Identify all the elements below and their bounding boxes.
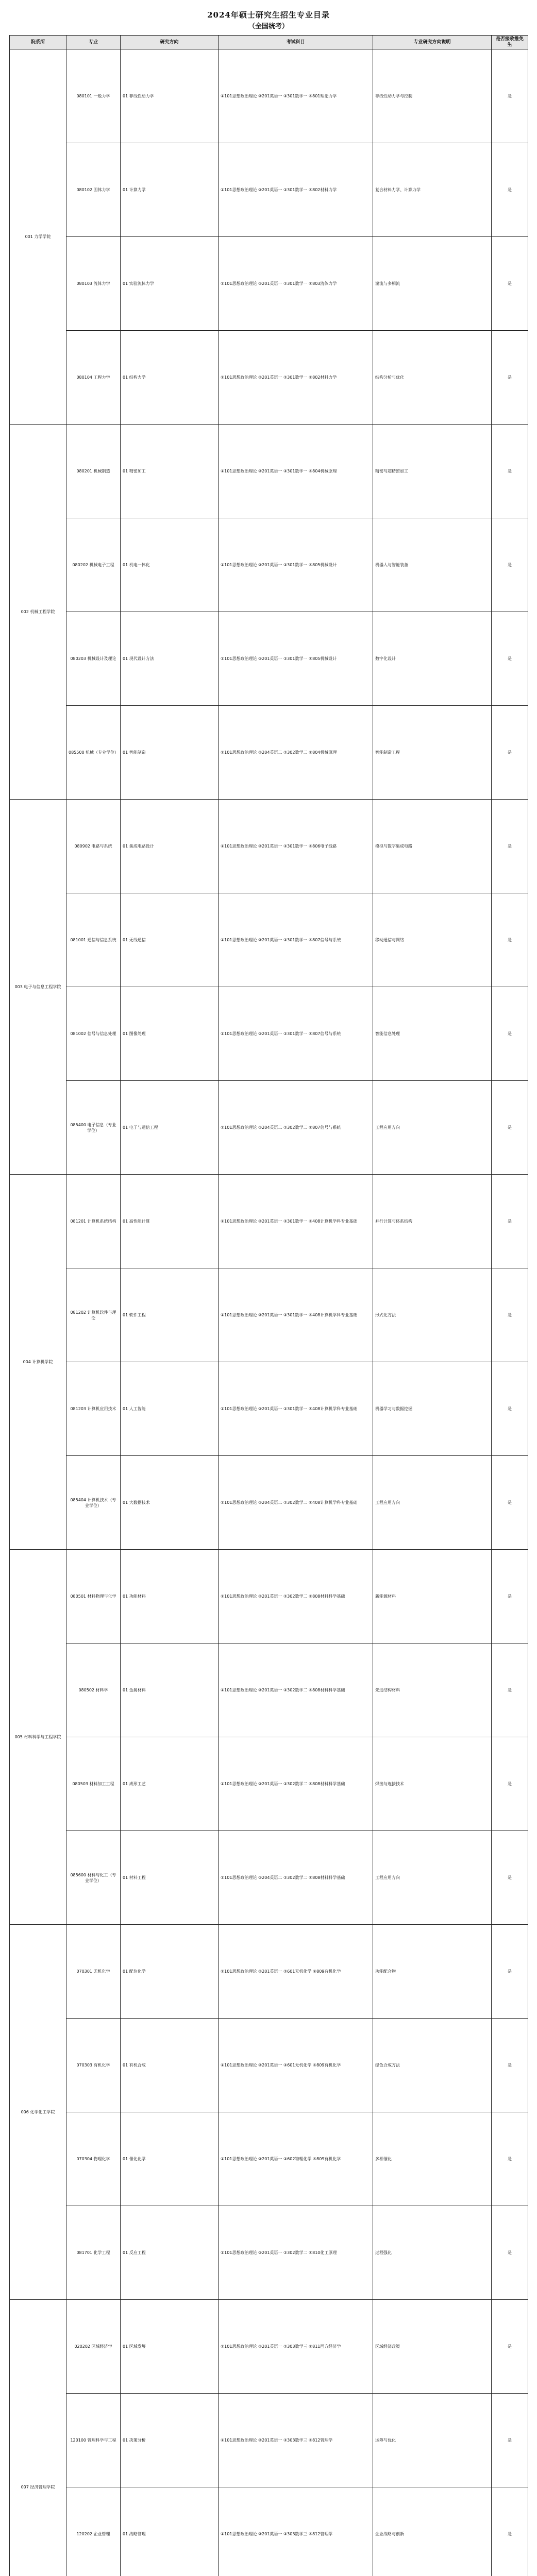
direction-cell: 01 有机合成 xyxy=(121,2019,219,2112)
exam-cell: ①101思想政治理论 ②204英语二 ③302数学二 ④804机械原理 xyxy=(219,706,373,800)
recommend-cell: 是 xyxy=(492,706,528,800)
major-cell: 080503 材料加工工程 xyxy=(66,1737,121,1831)
table-row xyxy=(10,331,528,425)
direction-cell: 01 金属材料 xyxy=(121,1643,219,1737)
recommend-cell: 是 xyxy=(492,49,528,143)
exam-cell: ①101思想政治理论 ②201英语一 ③301数学一 ④807信号与系统 xyxy=(219,987,373,1081)
exam-cell: ①101思想政治理论 ②201英语一 ③301数学一 ④804机械原理 xyxy=(219,425,373,518)
note-cell: 工程应用方向 xyxy=(373,1081,492,1175)
table-row xyxy=(10,2112,528,2206)
table-row xyxy=(10,2019,528,2112)
exam-cell: ①101思想政治理论 ②201英语一 ③302数学二 ④808材料科学基础 xyxy=(219,1550,373,1643)
table-row xyxy=(10,706,528,800)
exam-cell: ①101思想政治理论 ②201英语一 ③302数学二 ④808材料科学基础 xyxy=(219,1737,373,1831)
major-cell: 080102 固体力学 xyxy=(66,143,121,237)
exam-cell: ①101思想政治理论 ②201英语一 ③301数学一 ④408计算机学科专业基础 xyxy=(219,1175,373,1268)
exam-cell: ①101思想政治理论 ②201英语一 ③601无机化学 ④809有机化学 xyxy=(219,2019,373,2112)
major-cell: 085404 计算机技术（专业学位） xyxy=(66,1456,121,1550)
direction-cell: 01 智能制造 xyxy=(121,706,219,800)
table-row xyxy=(10,1456,528,1550)
exam-cell: ①101思想政治理论 ②201英语一 ③301数学一 ④408计算机学科专业基础 xyxy=(219,1268,373,1362)
exam-cell: ①101思想政治理论 ②201英语一 ③301数学一 ④806电子线路 xyxy=(219,800,373,893)
recommend-cell: 是 xyxy=(492,143,528,237)
school-cell: 007 经济管理学院 xyxy=(10,2300,66,2576)
recommend-cell: 是 xyxy=(492,987,528,1081)
catalog-table xyxy=(9,35,528,2576)
header-major: 专业 xyxy=(66,36,121,49)
direction-cell: 01 功能材料 xyxy=(121,1550,219,1643)
direction-cell: 01 材料工程 xyxy=(121,1831,219,1925)
direction-cell: 01 区域发展 xyxy=(121,2300,219,2394)
major-cell: 070301 无机化学 xyxy=(66,1925,121,2019)
direction-cell: 01 精密加工 xyxy=(121,425,219,518)
recommend-cell: 是 xyxy=(492,2112,528,2206)
exam-cell: ①101思想政治理论 ②201英语一 ③302数学二 ④808材料科学基础 xyxy=(219,1643,373,1737)
note-cell: 模拟与数字集成电路 xyxy=(373,800,492,893)
recommend-cell: 是 xyxy=(492,1268,528,1362)
exam-cell: ①101思想政治理论 ②201英语一 ③301数学一 ④802材料力学 xyxy=(219,331,373,425)
school-cell: 002 机械工程学院 xyxy=(10,425,66,800)
school-cell: 003 电子与信息工程学院 xyxy=(10,800,66,1175)
direction-cell: 01 人工智能 xyxy=(121,1362,219,1456)
note-cell: 精密与超精密加工 xyxy=(373,425,492,518)
major-cell: 081001 通信与信息系统 xyxy=(66,893,121,987)
direction-cell: 01 计算力学 xyxy=(121,143,219,237)
direction-cell: 01 电子与通信工程 xyxy=(121,1081,219,1175)
note-cell: 功能配合物 xyxy=(373,1925,492,2019)
table-row xyxy=(10,2300,528,2394)
table-row xyxy=(10,425,528,518)
major-cell: 070303 有机化学 xyxy=(66,2019,121,2112)
note-cell: 新能源材料 xyxy=(373,1550,492,1643)
header-direction: 研究方向 xyxy=(121,36,219,49)
note-cell: 数字化设计 xyxy=(373,612,492,706)
exam-cell: ①101思想政治理论 ②201英语一 ③301数学一 ④801理论力学 xyxy=(219,49,373,143)
recommend-cell: 是 xyxy=(492,331,528,425)
header-note: 专业研究方向说明 xyxy=(373,36,492,49)
recommend-cell: 是 xyxy=(492,1362,528,1456)
table-row xyxy=(10,1643,528,1737)
major-cell: 085500 机械（专业学位） xyxy=(66,706,121,800)
note-cell: 机器学习与数据挖掘 xyxy=(373,1362,492,1456)
note-cell: 形式化方法 xyxy=(373,1268,492,1362)
major-cell: 070304 物理化学 xyxy=(66,2112,121,2206)
direction-cell: 01 决策分析 xyxy=(121,2394,219,2487)
direction-cell: 01 战略管理 xyxy=(121,2487,219,2576)
recommend-cell: 是 xyxy=(492,425,528,518)
note-cell: 工程应用方向 xyxy=(373,1831,492,1925)
exam-cell: ①101思想政治理论 ②201英语一 ③303数学三 ④812管理学 xyxy=(219,2394,373,2487)
major-cell: 080203 机械设计及理论 xyxy=(66,612,121,706)
header-recommend: 是否接收推免生 xyxy=(492,36,528,49)
direction-cell: 01 集成电路设计 xyxy=(121,800,219,893)
exam-cell: ①101思想政治理论 ②204英语二 ③302数学二 ④807信号与系统 xyxy=(219,1081,373,1175)
note-cell: 结构分析与优化 xyxy=(373,331,492,425)
note-cell: 先进结构材料 xyxy=(373,1643,492,1737)
note-cell: 智能信息处理 xyxy=(373,987,492,1081)
note-cell: 并行计算与体系结构 xyxy=(373,1175,492,1268)
exam-cell: ①101思想政治理论 ②201英语一 ③301数学一 ④802材料力学 xyxy=(219,143,373,237)
table-row xyxy=(10,518,528,612)
direction-cell: 01 结构力学 xyxy=(121,331,219,425)
direction-cell: 01 软件工程 xyxy=(121,1268,219,1362)
exam-cell: ①101思想政治理论 ②201英语一 ③301数学一 ④807信号与系统 xyxy=(219,893,373,987)
major-cell: 080104 工程力学 xyxy=(66,331,121,425)
direction-cell: 01 现代设计方法 xyxy=(121,612,219,706)
table-row xyxy=(10,1925,528,2019)
exam-cell: ①101思想政治理论 ②204英语二 ③302数学二 ④808材料科学基础 xyxy=(219,1831,373,1925)
table-row xyxy=(10,2206,528,2300)
major-cell: 085600 材料与化工（专业学位） xyxy=(66,1831,121,1925)
direction-cell: 01 无线通信 xyxy=(121,893,219,987)
recommend-cell: 是 xyxy=(492,237,528,331)
recommend-cell: 是 xyxy=(492,2300,528,2394)
table-row xyxy=(10,2487,528,2576)
exam-cell: ①101思想政治理论 ②201英语一 ③303数学三 ④811西方经济学 xyxy=(219,2300,373,2394)
school-cell: 004 计算机学院 xyxy=(10,1175,66,1550)
exam-cell: ①101思想政治理论 ②201英语一 ③601无机化学 ④809有机化学 xyxy=(219,1925,373,2019)
major-cell: 120202 企业管理 xyxy=(66,2487,121,2576)
exam-cell: ①101思想政治理论 ②201英语一 ③602物理化学 ④809有机化学 xyxy=(219,2112,373,2206)
direction-cell: 01 反应工程 xyxy=(121,2206,219,2300)
major-cell: 081202 计算机软件与理论 xyxy=(66,1268,121,1362)
note-cell: 焊接与连接技术 xyxy=(373,1737,492,1831)
note-cell: 智能制造工程 xyxy=(373,706,492,800)
recommend-cell: 是 xyxy=(492,893,528,987)
table-row xyxy=(10,612,528,706)
exam-cell: ①101思想政治理论 ②201英语一 ③301数学一 ④805机械设计 xyxy=(219,518,373,612)
recommend-cell: 是 xyxy=(492,1643,528,1737)
direction-cell: 01 大数据技术 xyxy=(121,1456,219,1550)
table-row xyxy=(10,1831,528,1925)
note-cell: 多相催化 xyxy=(373,2112,492,2206)
major-cell: 085400 电子信息（专业学位） xyxy=(66,1081,121,1175)
note-cell: 运筹与优化 xyxy=(373,2394,492,2487)
table-row xyxy=(10,1268,528,1362)
school-cell: 001 力学学院 xyxy=(10,49,66,425)
major-cell: 080501 材料物理与化学 xyxy=(66,1550,121,1643)
note-cell: 绿色合成方法 xyxy=(373,2019,492,2112)
recommend-cell: 是 xyxy=(492,1456,528,1550)
major-cell: 120100 管理科学与工程 xyxy=(66,2394,121,2487)
major-cell: 020202 区域经济学 xyxy=(66,2300,121,2394)
major-cell: 080101 一般力学 xyxy=(66,49,121,143)
note-cell: 区域经济政策 xyxy=(373,2300,492,2394)
table-row xyxy=(10,1081,528,1175)
note-cell: 复合材料力学、计算力学 xyxy=(373,143,492,237)
recommend-cell: 是 xyxy=(492,2019,528,2112)
table-header-row xyxy=(10,36,528,49)
direction-cell: 01 成形工艺 xyxy=(121,1737,219,1831)
major-cell: 080502 材料学 xyxy=(66,1643,121,1737)
exam-cell: ①101思想政治理论 ②201英语一 ③303数学三 ④812管理学 xyxy=(219,2487,373,2576)
table-row xyxy=(10,237,528,331)
major-cell: 081701 化学工程 xyxy=(66,2206,121,2300)
major-cell: 081203 计算机应用技术 xyxy=(66,1362,121,1456)
table-row xyxy=(10,800,528,893)
direction-cell: 01 催化化学 xyxy=(121,2112,219,2206)
note-cell: 过程强化 xyxy=(373,2206,492,2300)
direction-cell: 01 高性能计算 xyxy=(121,1175,219,1268)
table-row xyxy=(10,987,528,1081)
exam-cell: ①101思想政治理论 ②204英语二 ③302数学二 ④408计算机学科专业基础 xyxy=(219,1456,373,1550)
note-cell: 非线性动力学与控制 xyxy=(373,49,492,143)
table-row xyxy=(10,1175,528,1268)
table-row xyxy=(10,143,528,237)
table-row xyxy=(10,1737,528,1831)
exam-cell: ①101思想政治理论 ②201英语一 ③302数学二 ④810化工原理 xyxy=(219,2206,373,2300)
document-title: 2024年硕士研究生招生专业目录 xyxy=(207,10,330,20)
exam-cell: ①101思想政治理论 ②201英语一 ③301数学一 ④803流体力学 xyxy=(219,237,373,331)
major-cell: 080201 机械制造 xyxy=(66,425,121,518)
major-cell: 081002 信号与信息处理 xyxy=(66,987,121,1081)
recommend-cell: 是 xyxy=(492,2487,528,2576)
note-cell: 工程应用方向 xyxy=(373,1456,492,1550)
direction-cell: 01 实验流体力学 xyxy=(121,237,219,331)
exam-cell: ①101思想政治理论 ②201英语一 ③301数学一 ④805机械设计 xyxy=(219,612,373,706)
direction-cell: 01 机电一体化 xyxy=(121,518,219,612)
recommend-cell: 是 xyxy=(492,1550,528,1643)
note-cell: 企业战略与创新 xyxy=(373,2487,492,2576)
recommend-cell: 是 xyxy=(492,518,528,612)
direction-cell: 01 非线性动力学 xyxy=(121,49,219,143)
recommend-cell: 是 xyxy=(492,612,528,706)
table-row xyxy=(10,49,528,143)
recommend-cell: 是 xyxy=(492,1081,528,1175)
recommend-cell: 是 xyxy=(492,2206,528,2300)
table-row xyxy=(10,1362,528,1456)
note-cell: 湍流与多相流 xyxy=(373,237,492,331)
header-school: 院系所 xyxy=(10,36,66,49)
note-cell: 移动通信与网络 xyxy=(373,893,492,987)
header-exam: 考试科目 xyxy=(219,36,373,49)
exam-cell: ①101思想政治理论 ②201英语一 ③301数学一 ④408计算机学科专业基础 xyxy=(219,1362,373,1456)
table-row xyxy=(10,1550,528,1643)
recommend-cell: 是 xyxy=(492,1175,528,1268)
major-cell: 081201 计算机系统结构 xyxy=(66,1175,121,1268)
recommend-cell: 是 xyxy=(492,800,528,893)
direction-cell: 01 图像处理 xyxy=(121,987,219,1081)
direction-cell: 01 配位化学 xyxy=(121,1925,219,2019)
school-cell: 006 化学化工学院 xyxy=(10,1925,66,2300)
major-cell: 080902 电路与系统 xyxy=(66,800,121,893)
table-row xyxy=(10,893,528,987)
major-cell: 080202 机械电子工程 xyxy=(66,518,121,612)
recommend-cell: 是 xyxy=(492,1737,528,1831)
major-cell: 080103 流体力学 xyxy=(66,237,121,331)
document-subtitle: （全国统考） xyxy=(248,23,289,30)
recommend-cell: 是 xyxy=(492,1831,528,1925)
school-cell: 005 材料科学与工程学院 xyxy=(10,1550,66,1925)
note-cell: 机器人与智能装备 xyxy=(373,518,492,612)
recommend-cell: 是 xyxy=(492,2394,528,2487)
recommend-cell: 是 xyxy=(492,1925,528,2019)
table-row xyxy=(10,2394,528,2487)
